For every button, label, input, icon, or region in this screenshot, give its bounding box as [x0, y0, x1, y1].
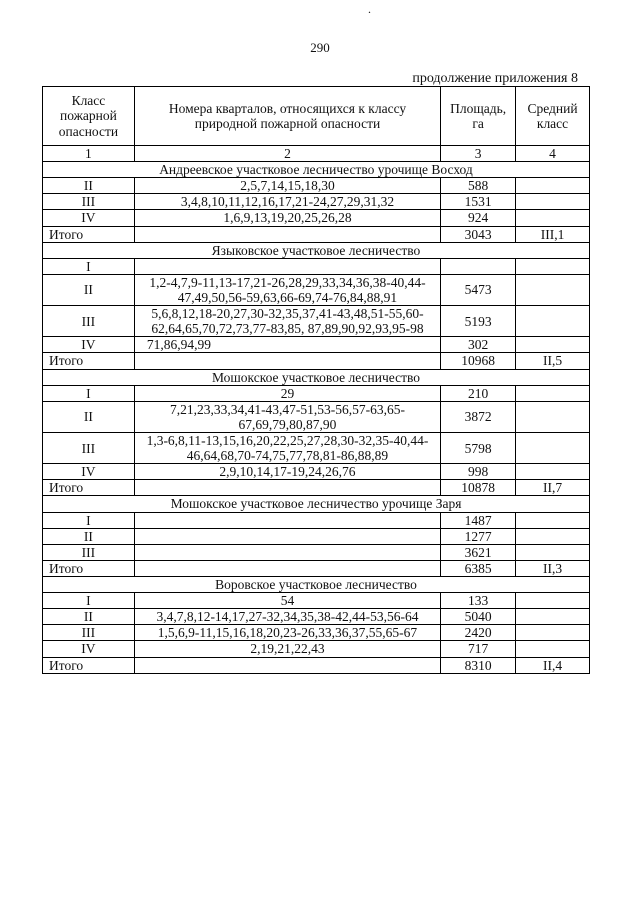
average-class-cell [516, 625, 590, 641]
table-row [43, 194, 590, 210]
table-row [43, 274, 590, 305]
average-class-cell [516, 337, 590, 353]
table-row [43, 401, 590, 432]
fire-class-cell: II [43, 609, 135, 625]
section-title: Мошокское участковое лесничество [43, 369, 590, 385]
table-row [43, 528, 590, 544]
table-row [43, 258, 590, 274]
fire-class-cell: I [43, 512, 135, 528]
quarter-numbers-cell: 71,86,94,99 [134, 337, 440, 353]
average-class-cell [516, 401, 590, 432]
fire-class-cell: III [43, 306, 135, 337]
area-cell: 998 [441, 464, 516, 480]
total-row [43, 480, 590, 496]
quarter-numbers-cell: 1,2-4,7,9-11,13-17,21-26,28,29,33,34,36,38-40,44-47,49,50,56-59,63,66-69,74-76,84,88,91 [134, 274, 440, 305]
average-class-cell [516, 306, 590, 337]
total-row [43, 353, 590, 369]
area-cell: 210 [441, 385, 516, 401]
header-area: Площадь, га [441, 87, 516, 146]
quarter-numbers-cell: 29 [134, 385, 440, 401]
quarter-numbers-cell: 3,4,7,8,12-14,17,27-32,34,35,38-42,44-53,56-64 [134, 609, 440, 625]
total-label: Итого [43, 657, 135, 673]
table-row [43, 432, 590, 463]
area-cell: 8310 [441, 657, 516, 673]
header-quarter-numbers: Номера кварталов, относящихся к классу природной пожарной опасности [134, 87, 440, 146]
quarter-numbers-cell: 1,3-6,8,11-13,15,16,20,22,25,27,28,30-32,35-40,44-46,64,68,70-74,75,77,78,81-86,88,89 [134, 432, 440, 463]
table-row [43, 210, 590, 226]
area-cell: 5193 [441, 306, 516, 337]
fire-class-cell: I [43, 385, 135, 401]
total-row [43, 657, 590, 673]
average-class-cell: II,5 [516, 353, 590, 369]
total-row [43, 226, 590, 242]
area-cell: 924 [441, 210, 516, 226]
quarter-numbers-cell [134, 560, 440, 576]
fire-class-cell: I [43, 593, 135, 609]
average-class-cell [516, 178, 590, 194]
column-number: 2 [134, 146, 440, 162]
average-class-cell [516, 274, 590, 305]
fire-class-cell: IV [43, 641, 135, 657]
table-row [43, 464, 590, 480]
average-class-cell [516, 544, 590, 560]
section-row [43, 496, 590, 512]
area-cell: 1487 [441, 512, 516, 528]
section-row [43, 242, 590, 258]
quarter-numbers-cell [134, 512, 440, 528]
quarter-numbers-cell: 5,6,8,12,18-20,27,30-32,35,37,41-43,48,51-55,60-62,64,65,70,72,73,77-83,85, 87,89,90,92,93,95-98 [134, 306, 440, 337]
area-cell: 5040 [441, 609, 516, 625]
table-row [43, 337, 590, 353]
area-cell: 10878 [441, 480, 516, 496]
area-cell: 2420 [441, 625, 516, 641]
area-cell: 3043 [441, 226, 516, 242]
total-label: Итого [43, 480, 135, 496]
section-title: Языковское участковое лесничество [43, 242, 590, 258]
quarter-numbers-cell: 2,19,21,22,43 [134, 641, 440, 657]
average-class-cell [516, 641, 590, 657]
header-average-class: Средний класс [516, 87, 590, 146]
area-cell: 5798 [441, 432, 516, 463]
page-number: 290 [310, 40, 330, 55]
section-row [43, 576, 590, 592]
total-label: Итого [43, 226, 135, 242]
table-row [43, 385, 590, 401]
table-row [43, 641, 590, 657]
average-class-cell [516, 432, 590, 463]
area-cell: 302 [441, 337, 516, 353]
average-class-cell [516, 210, 590, 226]
quarter-numbers-cell [134, 528, 440, 544]
column-number: 4 [516, 146, 590, 162]
average-class-cell [516, 258, 590, 274]
area-cell: 1277 [441, 528, 516, 544]
area-cell: 3621 [441, 544, 516, 560]
table-row [43, 593, 590, 609]
area-cell: 10968 [441, 353, 516, 369]
table-row [43, 625, 590, 641]
table-row [43, 178, 590, 194]
quarter-numbers-cell: 2,5,7,14,15,18,30 [134, 178, 440, 194]
average-class-cell [516, 593, 590, 609]
quarter-numbers-cell: 54 [134, 593, 440, 609]
total-label: Итого [43, 353, 135, 369]
quarter-numbers-cell [134, 353, 440, 369]
section-title: Мошокское участковое лесничество урочище Заря [43, 496, 590, 512]
area-cell: 588 [441, 178, 516, 194]
area-cell: 133 [441, 593, 516, 609]
fire-class-cell: II [43, 528, 135, 544]
fire-class-cell: IV [43, 210, 135, 226]
header-fire-class: Класс пожарной опасности [43, 87, 135, 146]
total-label: Итого [43, 560, 135, 576]
table-row [43, 306, 590, 337]
average-class-cell: II,4 [516, 657, 590, 673]
average-class-cell [516, 464, 590, 480]
column-number: 1 [43, 146, 135, 162]
quarter-numbers-cell [134, 480, 440, 496]
column-number: 3 [441, 146, 516, 162]
fire-class-cell: III [43, 432, 135, 463]
fire-class-cell: III [43, 544, 135, 560]
section-row [43, 369, 590, 385]
fire-class-cell: III [43, 194, 135, 210]
section-title: Андреевское участковое лесничество урочище Восход [43, 162, 590, 178]
area-cell: 5473 [441, 274, 516, 305]
quarter-numbers-cell: 3,4,8,10,11,12,16,17,21-24,27,29,31,32 [134, 194, 440, 210]
continuation-caption: продолжение приложения 8 [412, 71, 578, 86]
section-title: Воровское участковое лесничество [43, 576, 590, 592]
quarter-numbers-cell: 1,6,9,13,19,20,25,26,28 [134, 210, 440, 226]
fire-danger-table [42, 86, 590, 674]
fire-class-cell: I [43, 258, 135, 274]
table-body [43, 162, 590, 674]
average-class-cell [516, 512, 590, 528]
scan-dot: . [368, 2, 371, 16]
quarter-numbers-cell [134, 226, 440, 242]
average-class-cell: II,3 [516, 560, 590, 576]
average-class-cell [516, 609, 590, 625]
quarter-numbers-cell: 1,5,6,9-11,15,16,18,20,23-26,33,36,37,55,65-67 [134, 625, 440, 641]
area-cell: 717 [441, 641, 516, 657]
quarter-numbers-cell: 2,9,10,14,17-19,24,26,76 [134, 464, 440, 480]
quarter-numbers-cell: 7,21,23,33,34,41-43,47-51,53-56,57-63,65-67,69,79,80,87,90 [134, 401, 440, 432]
area-cell: 6385 [441, 560, 516, 576]
section-row [43, 162, 590, 178]
fire-class-cell: II [43, 178, 135, 194]
quarter-numbers-cell [134, 544, 440, 560]
area-cell: 1531 [441, 194, 516, 210]
area-cell [441, 258, 516, 274]
fire-class-cell: II [43, 274, 135, 305]
area-cell: 3872 [441, 401, 516, 432]
average-class-cell: II,7 [516, 480, 590, 496]
quarter-numbers-cell [134, 258, 440, 274]
total-row [43, 560, 590, 576]
average-class-cell [516, 528, 590, 544]
fire-class-cell: II [43, 401, 135, 432]
table-row [43, 609, 590, 625]
table-row [43, 544, 590, 560]
average-class-cell [516, 194, 590, 210]
average-class-cell: III,1 [516, 226, 590, 242]
table-row [43, 512, 590, 528]
quarter-numbers-cell [134, 657, 440, 673]
fire-class-cell: IV [43, 337, 135, 353]
fire-class-cell: IV [43, 464, 135, 480]
average-class-cell [516, 385, 590, 401]
fire-class-cell: III [43, 625, 135, 641]
